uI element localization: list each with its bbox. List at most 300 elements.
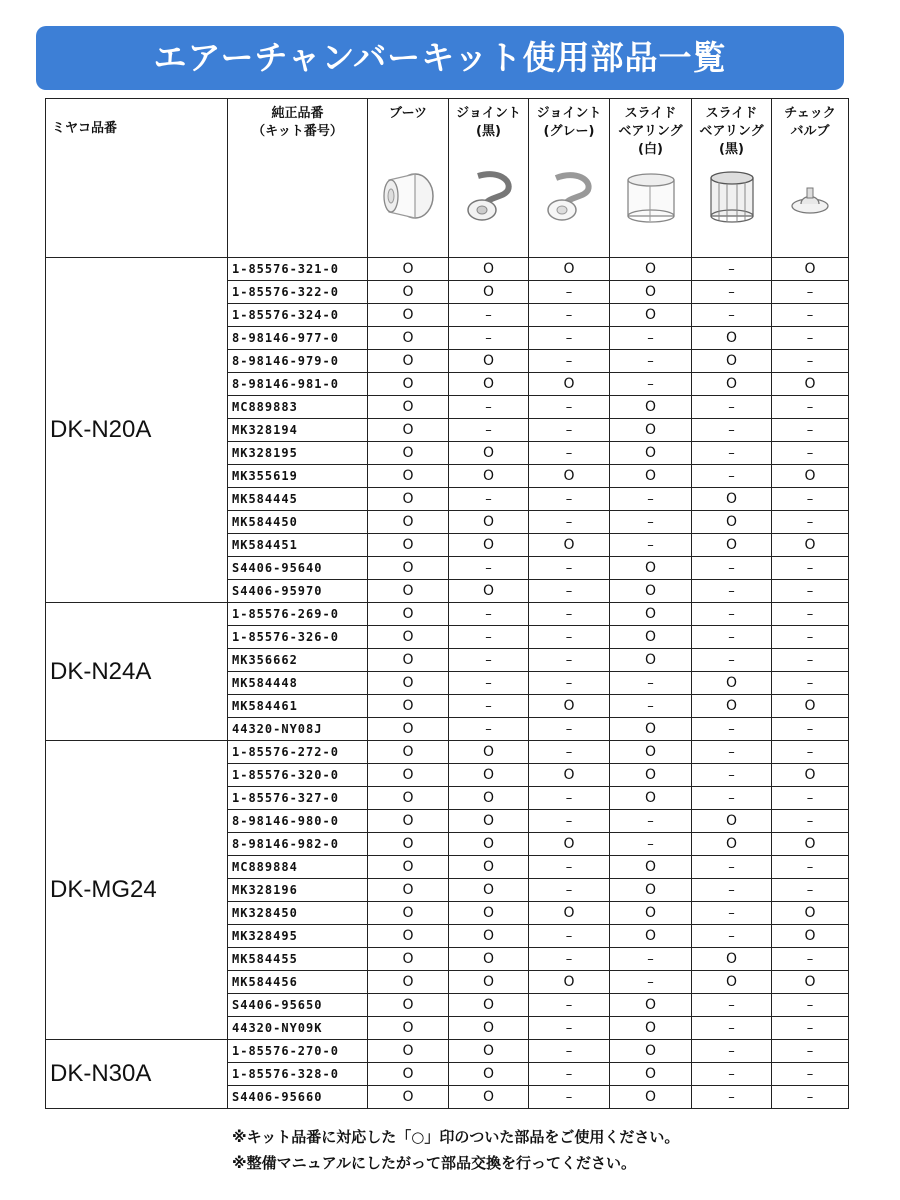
part-not-used-mark: – <box>772 787 849 810</box>
part-not-used-mark: – <box>692 1063 772 1086</box>
part-not-used-mark: – <box>772 304 849 327</box>
part-label-line3: (黒) <box>719 142 744 157</box>
part-used-mark: O <box>692 488 772 511</box>
part-not-used-mark: – <box>772 511 849 534</box>
part-not-used-mark: – <box>529 1086 610 1109</box>
note-line: ※整備マニュアルにしたがって部品交換を行ってください。 <box>232 1154 636 1172</box>
genuine-part-number: MK328196 <box>228 879 368 902</box>
part-used-mark: O <box>610 1040 692 1063</box>
part-used-mark: O <box>610 902 692 925</box>
part-used-mark: O <box>449 1017 529 1040</box>
part-used-mark: O <box>449 580 529 603</box>
part-not-used-mark: – <box>610 488 692 511</box>
part-not-used-mark: – <box>772 1086 849 1109</box>
part-used-mark: O <box>449 994 529 1017</box>
maker-pn-header: ミヤコ品番 <box>46 99 228 258</box>
part-used-mark: O <box>368 580 449 603</box>
part-used-mark: O <box>529 373 610 396</box>
part-not-used-mark: – <box>529 879 610 902</box>
genuine-part-number: S4406-95660 <box>228 1086 368 1109</box>
part-not-used-mark: – <box>772 1063 849 1086</box>
genuine-part-number: MK328450 <box>228 902 368 925</box>
part-not-used-mark: – <box>772 741 849 764</box>
part-not-used-mark: – <box>449 718 529 741</box>
parts-table-body <box>46 258 849 1109</box>
part-used-mark: O <box>368 879 449 902</box>
part-used-mark: O <box>368 1040 449 1063</box>
part-used-mark: O <box>610 419 692 442</box>
part-used-mark: O <box>368 511 449 534</box>
part-used-mark: O <box>610 1063 692 1086</box>
part-used-mark: O <box>449 350 529 373</box>
part-not-used-mark: – <box>529 718 610 741</box>
part-used-mark: O <box>772 373 849 396</box>
part-not-used-mark: – <box>529 810 610 833</box>
genuine-part-number: S4406-95640 <box>228 557 368 580</box>
part-used-mark: O <box>692 948 772 971</box>
part-label-line2: ベアリング <box>618 124 683 139</box>
part-not-used-mark: – <box>772 281 849 304</box>
genuine-part-number: 1-85576-328-0 <box>228 1063 368 1086</box>
part-used-mark: O <box>368 419 449 442</box>
note-line: ※キット品番に対応した「○」印のついた部品をご使用ください。 <box>232 1128 680 1146</box>
header-row <box>46 99 849 258</box>
part-used-mark: O <box>449 948 529 971</box>
part-used-mark: O <box>692 672 772 695</box>
part-used-mark: O <box>692 327 772 350</box>
part-used-mark: O <box>449 258 529 281</box>
genuine-part-number: MK584461 <box>228 695 368 718</box>
part-used-mark: O <box>610 994 692 1017</box>
part-used-mark: O <box>529 833 610 856</box>
part-used-mark: O <box>368 626 449 649</box>
part-not-used-mark: – <box>692 856 772 879</box>
part-used-mark: O <box>449 764 529 787</box>
part-used-mark: O <box>449 465 529 488</box>
bearing-white-icon <box>620 166 682 226</box>
genuine-part-number: MK328194 <box>228 419 368 442</box>
part-not-used-mark: – <box>449 419 529 442</box>
part-used-mark: O <box>368 281 449 304</box>
part-used-mark: O <box>610 281 692 304</box>
part-not-used-mark: – <box>449 396 529 419</box>
genuine-part-number: 1-85576-322-0 <box>228 281 368 304</box>
part-not-used-mark: – <box>529 442 610 465</box>
part-used-mark: O <box>449 833 529 856</box>
genuine-part-number: 1-85576-327-0 <box>228 787 368 810</box>
part-used-mark: O <box>610 718 692 741</box>
part-used-mark: O <box>610 396 692 419</box>
genuine-part-number: 1-85576-272-0 <box>228 741 368 764</box>
part-not-used-mark: – <box>772 488 849 511</box>
genuine-part-number: MK584456 <box>228 971 368 994</box>
part-used-mark: O <box>772 971 849 994</box>
part-used-mark: O <box>610 557 692 580</box>
part-not-used-mark: – <box>772 718 849 741</box>
part-not-used-mark: – <box>610 695 692 718</box>
part-not-used-mark: – <box>449 603 529 626</box>
part-not-used-mark: – <box>529 304 610 327</box>
bearing-black-icon <box>701 166 763 226</box>
joint-gray-icon <box>538 166 600 226</box>
part-used-mark: O <box>772 695 849 718</box>
part-not-used-mark: – <box>529 994 610 1017</box>
part-not-used-mark: – <box>692 603 772 626</box>
genuine-part-number: 8-98146-979-0 <box>228 350 368 373</box>
genuine-part-number: MK328195 <box>228 442 368 465</box>
part-used-mark: O <box>610 1017 692 1040</box>
genuine-part-number: S4406-95970 <box>228 580 368 603</box>
part-used-mark: O <box>610 465 692 488</box>
part-not-used-mark: – <box>772 994 849 1017</box>
check-valve-icon <box>779 166 841 226</box>
part-used-mark: O <box>692 511 772 534</box>
part-not-used-mark: – <box>692 994 772 1017</box>
part-header-bearing-white <box>610 99 692 258</box>
part-not-used-mark: – <box>692 396 772 419</box>
part-not-used-mark: – <box>529 327 610 350</box>
part-not-used-mark: – <box>692 442 772 465</box>
part-not-used-mark: – <box>692 764 772 787</box>
part-not-used-mark: – <box>772 419 849 442</box>
part-not-used-mark: – <box>610 810 692 833</box>
part-not-used-mark: – <box>449 557 529 580</box>
genuine-part-number: MK584455 <box>228 948 368 971</box>
part-not-used-mark: – <box>529 1017 610 1040</box>
part-not-used-mark: – <box>529 419 610 442</box>
part-not-used-mark: – <box>529 649 610 672</box>
genuine-part-number: MC889884 <box>228 856 368 879</box>
table-row <box>46 603 849 626</box>
part-used-mark: O <box>772 833 849 856</box>
part-used-mark: O <box>368 902 449 925</box>
part-used-mark: O <box>368 465 449 488</box>
part-not-used-mark: – <box>529 672 610 695</box>
part-used-mark: O <box>449 856 529 879</box>
part-not-used-mark: – <box>529 350 610 373</box>
part-used-mark: O <box>368 327 449 350</box>
boot-icon <box>377 166 439 226</box>
part-not-used-mark: – <box>772 1017 849 1040</box>
part-used-mark: O <box>610 626 692 649</box>
part-used-mark: O <box>368 488 449 511</box>
part-not-used-mark: – <box>772 649 849 672</box>
part-used-mark: O <box>449 787 529 810</box>
part-used-mark: O <box>368 1086 449 1109</box>
part-used-mark: O <box>772 465 849 488</box>
part-used-mark: O <box>368 948 449 971</box>
part-used-mark: O <box>449 534 529 557</box>
part-used-mark: O <box>529 902 610 925</box>
part-used-mark: O <box>368 373 449 396</box>
part-not-used-mark: – <box>692 580 772 603</box>
part-not-used-mark: – <box>529 1063 610 1086</box>
part-not-used-mark: – <box>772 856 849 879</box>
part-not-used-mark: – <box>610 511 692 534</box>
part-not-used-mark: – <box>449 672 529 695</box>
part-used-mark: O <box>368 258 449 281</box>
part-not-used-mark: – <box>692 649 772 672</box>
part-used-mark: O <box>368 764 449 787</box>
part-used-mark: O <box>610 258 692 281</box>
part-used-mark: O <box>368 833 449 856</box>
part-label-line2: ベアリング <box>699 124 764 139</box>
part-not-used-mark: – <box>449 327 529 350</box>
part-not-used-mark: – <box>772 879 849 902</box>
part-not-used-mark: – <box>692 925 772 948</box>
part-used-mark: O <box>529 258 610 281</box>
part-used-mark: O <box>449 810 529 833</box>
genuine-part-number: 8-98146-977-0 <box>228 327 368 350</box>
part-label-line1: ブーツ <box>388 106 428 121</box>
part-not-used-mark: – <box>529 603 610 626</box>
part-not-used-mark: – <box>692 1017 772 1040</box>
part-used-mark: O <box>449 281 529 304</box>
part-not-used-mark: – <box>692 304 772 327</box>
genuine-part-number: 1-85576-269-0 <box>228 603 368 626</box>
model-number: DK-N30A <box>46 1040 228 1109</box>
part-used-mark: O <box>368 925 449 948</box>
part-label-line1: ジョイント <box>536 106 602 121</box>
part-used-mark: O <box>692 373 772 396</box>
part-used-mark: O <box>610 304 692 327</box>
part-not-used-mark: – <box>772 396 849 419</box>
model-number: DK-N20A <box>46 258 228 603</box>
part-used-mark: O <box>610 879 692 902</box>
model-number: DK-MG24 <box>46 741 228 1040</box>
part-label-line1: チェック <box>784 106 836 121</box>
table-row <box>46 1040 849 1063</box>
part-used-mark: O <box>449 1040 529 1063</box>
part-used-mark: O <box>368 810 449 833</box>
part-used-mark: O <box>692 350 772 373</box>
part-not-used-mark: – <box>610 672 692 695</box>
table-row <box>46 258 849 281</box>
part-used-mark: O <box>449 902 529 925</box>
part-not-used-mark: – <box>529 626 610 649</box>
part-not-used-mark: – <box>529 580 610 603</box>
part-used-mark: O <box>449 511 529 534</box>
part-used-mark: O <box>368 603 449 626</box>
part-not-used-mark: – <box>772 626 849 649</box>
part-not-used-mark: – <box>692 281 772 304</box>
part-used-mark: O <box>449 925 529 948</box>
genuine-part-number: 8-98146-980-0 <box>228 810 368 833</box>
part-label-line2: (グレー) <box>543 124 595 139</box>
part-not-used-mark: – <box>692 718 772 741</box>
part-used-mark: O <box>610 787 692 810</box>
joint-black-icon <box>458 166 520 226</box>
part-used-mark: O <box>449 442 529 465</box>
part-not-used-mark: – <box>772 327 849 350</box>
part-not-used-mark: – <box>692 1086 772 1109</box>
part-used-mark: O <box>610 580 692 603</box>
part-used-mark: O <box>368 718 449 741</box>
part-used-mark: O <box>610 856 692 879</box>
part-used-mark: O <box>368 787 449 810</box>
genuine-part-number: MK328495 <box>228 925 368 948</box>
part-used-mark: O <box>368 695 449 718</box>
part-used-mark: O <box>368 442 449 465</box>
part-used-mark: O <box>772 258 849 281</box>
part-used-mark: O <box>610 442 692 465</box>
genuine-part-number: 44320-NY08J <box>228 718 368 741</box>
part-header-boot <box>368 99 449 258</box>
part-not-used-mark: – <box>692 465 772 488</box>
part-not-used-mark: – <box>610 350 692 373</box>
part-not-used-mark: – <box>772 557 849 580</box>
part-used-mark: O <box>368 1017 449 1040</box>
part-label-line1: ジョイント <box>456 106 521 121</box>
genuine-part-number: MK584448 <box>228 672 368 695</box>
part-not-used-mark: – <box>610 327 692 350</box>
part-not-used-mark: – <box>449 304 529 327</box>
genuine-part-number: MK584451 <box>228 534 368 557</box>
part-used-mark: O <box>449 971 529 994</box>
part-not-used-mark: – <box>692 419 772 442</box>
page-title: エアーチャンバーキット使用部品一覧 <box>36 26 844 90</box>
genuine-part-number: 1-85576-326-0 <box>228 626 368 649</box>
part-used-mark: O <box>692 833 772 856</box>
genuine-part-number: 8-98146-982-0 <box>228 833 368 856</box>
part-used-mark: O <box>610 603 692 626</box>
part-used-mark: O <box>368 557 449 580</box>
part-not-used-mark: – <box>610 373 692 396</box>
genuine-part-number: 1-85576-324-0 <box>228 304 368 327</box>
part-not-used-mark: – <box>692 879 772 902</box>
parts-table <box>45 98 849 1109</box>
part-not-used-mark: – <box>449 626 529 649</box>
part-not-used-mark: – <box>449 488 529 511</box>
part-used-mark: O <box>610 741 692 764</box>
part-label-line3: (白) <box>638 142 663 157</box>
part-used-mark: O <box>449 741 529 764</box>
part-used-mark: O <box>529 695 610 718</box>
genuine-part-number: MK355619 <box>228 465 368 488</box>
part-used-mark: O <box>368 994 449 1017</box>
genuine-part-number: 44320-NY09K <box>228 1017 368 1040</box>
part-not-used-mark: – <box>692 626 772 649</box>
genuine-part-number: S4406-95650 <box>228 994 368 1017</box>
genuine-part-number: 8-98146-981-0 <box>228 373 368 396</box>
genuine-part-number: 1-85576-270-0 <box>228 1040 368 1063</box>
part-header-bearing-black <box>692 99 772 258</box>
part-label-line2: バルブ <box>790 124 830 139</box>
part-not-used-mark: – <box>692 1040 772 1063</box>
part-not-used-mark: – <box>692 258 772 281</box>
part-not-used-mark: – <box>692 787 772 810</box>
part-not-used-mark: – <box>772 580 849 603</box>
part-not-used-mark: – <box>692 557 772 580</box>
genuine-part-number: MK356662 <box>228 649 368 672</box>
part-not-used-mark: – <box>692 741 772 764</box>
part-used-mark: O <box>368 534 449 557</box>
part-not-used-mark: – <box>772 603 849 626</box>
genuine-part-number: 1-85576-320-0 <box>228 764 368 787</box>
part-used-mark: O <box>368 1063 449 1086</box>
genuine-part-number: MK584445 <box>228 488 368 511</box>
part-used-mark: O <box>449 1063 529 1086</box>
part-not-used-mark: – <box>772 948 849 971</box>
part-used-mark: O <box>529 534 610 557</box>
part-used-mark: O <box>692 695 772 718</box>
part-not-used-mark: – <box>772 810 849 833</box>
part-used-mark: O <box>368 350 449 373</box>
part-label-line1: スライド <box>624 106 677 121</box>
part-used-mark: O <box>368 649 449 672</box>
part-header-joint-gray <box>529 99 610 258</box>
part-used-mark: O <box>449 879 529 902</box>
part-not-used-mark: – <box>529 488 610 511</box>
part-used-mark: O <box>692 534 772 557</box>
part-not-used-mark: – <box>529 856 610 879</box>
part-used-mark: O <box>610 1086 692 1109</box>
part-not-used-mark: – <box>529 396 610 419</box>
part-not-used-mark: – <box>529 557 610 580</box>
part-used-mark: O <box>772 534 849 557</box>
part-used-mark: O <box>368 672 449 695</box>
part-not-used-mark: – <box>529 925 610 948</box>
part-used-mark: O <box>368 396 449 419</box>
genuine-pn-header-line1: 純正品番 <box>271 106 324 121</box>
part-used-mark: O <box>610 925 692 948</box>
genuine-part-number: MK584450 <box>228 511 368 534</box>
part-used-mark: O <box>772 764 849 787</box>
part-header-joint-black <box>449 99 529 258</box>
genuine-pn-header <box>228 99 368 258</box>
part-not-used-mark: – <box>610 833 692 856</box>
part-not-used-mark: – <box>692 902 772 925</box>
table-row <box>46 741 849 764</box>
part-not-used-mark: – <box>772 442 849 465</box>
model-number: DK-N24A <box>46 603 228 741</box>
part-used-mark: O <box>529 764 610 787</box>
part-not-used-mark: – <box>529 511 610 534</box>
part-used-mark: O <box>449 1086 529 1109</box>
part-not-used-mark: – <box>610 971 692 994</box>
part-not-used-mark: – <box>772 350 849 373</box>
part-used-mark: O <box>368 856 449 879</box>
part-not-used-mark: – <box>529 948 610 971</box>
part-used-mark: O <box>692 971 772 994</box>
genuine-pn-header-line2: （キット番号） <box>252 124 343 139</box>
part-used-mark: O <box>529 465 610 488</box>
part-label-line2: (黒) <box>476 124 501 139</box>
part-not-used-mark: – <box>529 281 610 304</box>
part-not-used-mark: – <box>610 948 692 971</box>
part-used-mark: O <box>529 971 610 994</box>
part-header-check-valve <box>772 99 849 258</box>
part-used-mark: O <box>368 971 449 994</box>
part-used-mark: O <box>692 810 772 833</box>
part-not-used-mark: – <box>529 741 610 764</box>
part-used-mark: O <box>449 373 529 396</box>
part-used-mark: O <box>772 902 849 925</box>
part-used-mark: O <box>772 925 849 948</box>
part-used-mark: O <box>368 304 449 327</box>
part-not-used-mark: – <box>529 787 610 810</box>
part-used-mark: O <box>610 649 692 672</box>
part-label-line1: スライド <box>705 106 758 121</box>
part-not-used-mark: – <box>449 695 529 718</box>
genuine-part-number: MC889883 <box>228 396 368 419</box>
genuine-part-number: 1-85576-321-0 <box>228 258 368 281</box>
part-not-used-mark: – <box>449 649 529 672</box>
part-not-used-mark: – <box>772 1040 849 1063</box>
part-not-used-mark: – <box>529 1040 610 1063</box>
part-not-used-mark: – <box>772 672 849 695</box>
notes <box>232 1124 679 1176</box>
